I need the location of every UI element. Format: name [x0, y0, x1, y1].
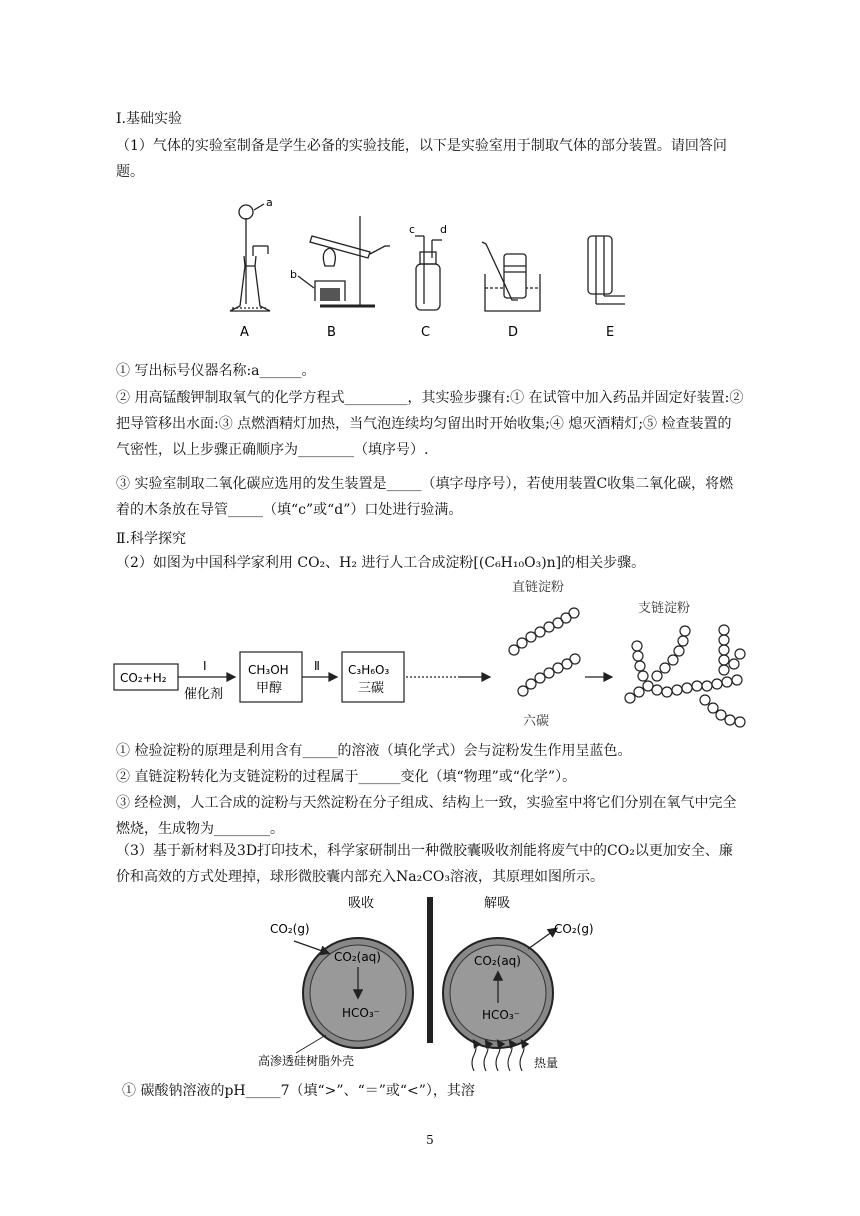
starch-flow-drawing	[110, 580, 760, 730]
label-apparatus-a: A	[240, 325, 249, 340]
flow-methanol-formula: CH₃OH	[248, 663, 289, 677]
question1-item3: ③ 实验室制取二氧化碳应选用的发生装置是_____（填字母序号），若使用装置C收集二氧化碳，将燃着的木条放在导管_____（填“c”或“d”）口处进行验满。	[116, 476, 734, 518]
flow-catalyst-text: 催化剂	[184, 687, 224, 702]
flow-three-carbon-formula: C₃H₆O₃	[348, 663, 390, 677]
flow-branched-starch-label: 支链淀粉	[638, 601, 691, 616]
label-mark-c: c	[409, 223, 416, 236]
label-apparatus-b: B	[327, 325, 336, 340]
shell-label: 高渗透硅树脂外壳	[258, 1054, 355, 1068]
linear-starch-chains	[509, 608, 580, 696]
apparatus-a	[230, 204, 270, 311]
question2-item2: ② 直链淀粉转化为支链淀粉的过程属于______变化（填“物理”或“化学”）。	[116, 769, 577, 785]
starch-flow-figure	[110, 580, 760, 730]
page-number: 5	[426, 1133, 434, 1147]
heat-label: 热量	[534, 1056, 559, 1070]
section2-heading: Ⅱ.科学探究	[116, 531, 186, 547]
hco3-left: HCO₃⁻	[342, 1006, 380, 1020]
label-mark-d: d	[440, 223, 447, 236]
question3-intro: （3）基于新材料及3D打印技术，科学家研制出一种微胶囊吸收剂能将废气中的CO₂以更加安全、廉价和高效的方式处理掉，球形微胶囊内部充入Na₂CO₃溶液，其原理如图所示。	[116, 843, 733, 885]
apparatus-b	[298, 216, 390, 306]
label-mark-a: a	[266, 196, 273, 209]
flow-linear-starch-label: 直链淀粉	[512, 580, 565, 595]
question1-intro: （1）气体的实验室制备是学生必备的实验技能，以下是实验室用于制取气体的部分装置。请回答问题。	[116, 138, 727, 180]
question1-item1: ① 写出标号仪器名称:a______。	[116, 363, 316, 379]
co2-aq-right: CO₂(aq)	[474, 954, 521, 968]
flow-three-carbon-name: 三碳	[358, 681, 385, 696]
section1-heading: I.基础实验	[116, 111, 182, 127]
flow-step1-label: Ⅰ	[203, 659, 207, 673]
apparatus-e	[588, 236, 625, 304]
question2-item1: ① 检验淀粉的原理是利用含有_____的溶液（填化学式）会与淀粉发生作用呈蓝色。	[116, 743, 632, 759]
flow-step2-label: Ⅱ	[314, 659, 320, 673]
flow-methanol-name: 甲醇	[256, 681, 283, 696]
question2-item3: ③ 经检测，人工合成的淀粉与天然淀粉在分子组成、结构上一致，实验室中将它们分别在氧气中完全燃烧，生成物为________。	[116, 795, 737, 837]
question3-item1: ① 碳酸钠溶液的pH_____7（填“>”、“＝”或“<”），其溶	[122, 1083, 475, 1099]
microcapsule-drawing	[256, 893, 616, 1073]
label-apparatus-c: C	[421, 325, 431, 340]
question1-item2: ② 用高锰酸钾制取氧气的化学方程式_________，其实验步骤有:① 在试管中加入药品并固定好装置:② 把导管移出水面:③ 点燃酒精灯加热，当气泡连续均匀留出时开始收集;④ 熄灭酒精灯;⑤ 检查装置的气密性，以上步骤正确顺序为________（填序号）.	[116, 390, 744, 458]
apparatus-figure	[220, 196, 640, 346]
co2-gas-right: CO₂(g)	[554, 922, 594, 936]
label-apparatus-e: E	[606, 325, 615, 340]
co2-gas-left: CO₂(g)	[270, 922, 310, 936]
co2-aq-left: CO₂(aq)	[334, 950, 381, 964]
apparatus-d	[482, 242, 540, 311]
microcapsule-figure	[256, 893, 616, 1073]
label-mark-b: b	[290, 268, 297, 281]
apparatus-c	[415, 236, 442, 310]
label-apparatus-d: D	[508, 325, 519, 340]
divider-bar	[427, 897, 433, 1043]
absorb-label: 吸收	[348, 896, 375, 911]
flow-six-carbon-label: 六碳	[523, 714, 550, 729]
apparatus-drawing	[220, 196, 640, 346]
flow-co2-h2-text: CO₂+H₂	[120, 671, 167, 685]
desorb-label: 解吸	[484, 896, 511, 911]
question2-intro: （2）如图为中国科学家利用 CO₂、H₂ 进行人工合成淀粉[(C₆H₁₀O₃)n]的相关步骤。	[116, 555, 646, 571]
branched-starch-chains	[625, 625, 745, 727]
hco3-right: HCO₃⁻	[482, 1008, 520, 1022]
